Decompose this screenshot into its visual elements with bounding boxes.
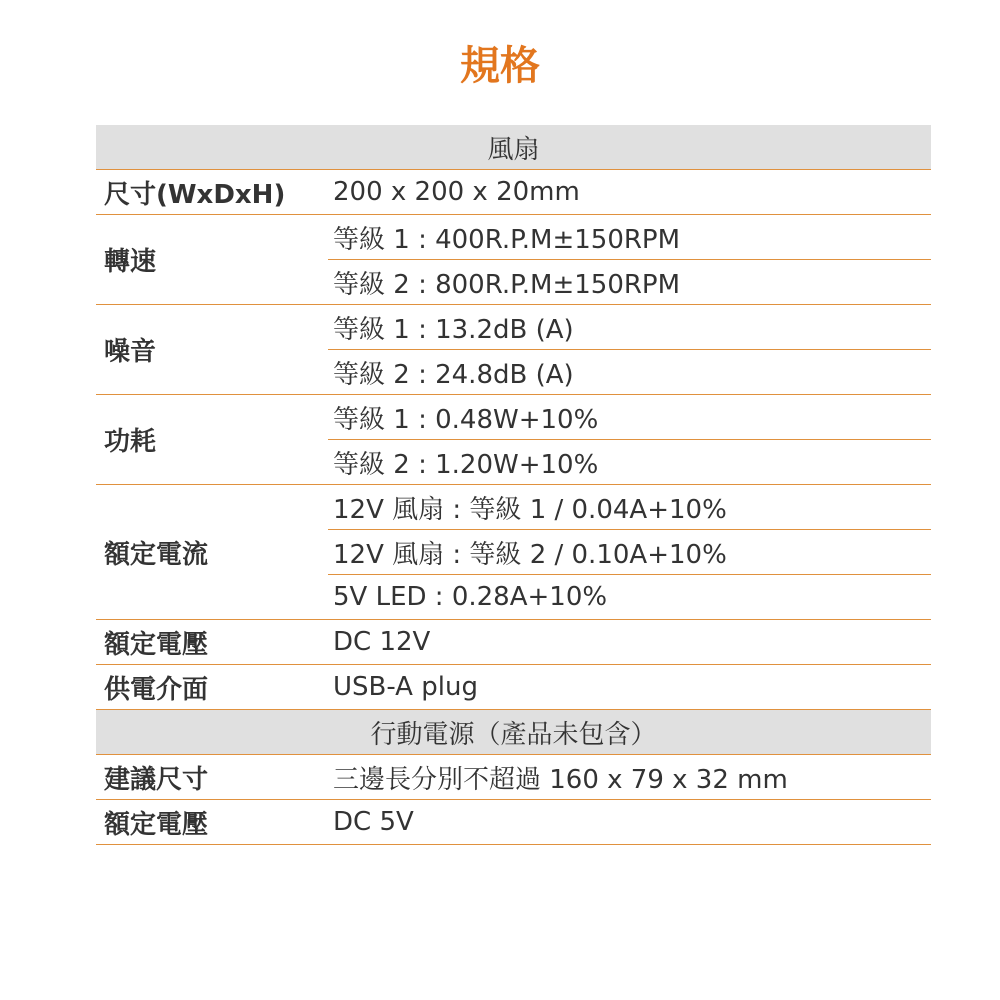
spec-row: [96, 305, 931, 350]
spec-row: [96, 395, 931, 440]
page-title: 規格: [460, 43, 540, 89]
spec-value: DC 12V: [328, 620, 931, 665]
section-header-row: [96, 710, 931, 755]
spec-value: 5V LED : 0.28A+10%: [328, 575, 931, 620]
spec-value: 等級 1 : 13.2dB (A): [328, 305, 931, 350]
spec-label: 供電介面: [96, 665, 328, 710]
section-header: 風扇: [96, 125, 931, 170]
spec-label: 建議尺寸: [96, 755, 328, 800]
spec-row: [96, 800, 931, 845]
spec-value: 12V 風扇 : 等級 2 / 0.10A+10%: [328, 530, 931, 575]
spec-value: USB-A plug: [328, 665, 931, 710]
spec-value: 等級 2 : 1.20W+10%: [328, 440, 931, 485]
spec-row: [96, 170, 931, 215]
spec-value: 等級 1 : 0.48W+10%: [328, 395, 931, 440]
spec-label: 噪音: [96, 305, 328, 395]
spec-label: 轉速: [96, 215, 328, 305]
spec-value: 200 x 200 x 20mm: [328, 170, 931, 215]
spec-row: [96, 485, 931, 530]
spec-row: [96, 665, 931, 710]
spec-value: 等級 2 : 800R.P.M±150RPM: [328, 260, 931, 305]
spec-label: 額定電流: [96, 485, 328, 620]
section-header: 行動電源（產品未包含）: [96, 710, 931, 755]
spec-value: 等級 2 : 24.8dB (A): [328, 350, 931, 395]
spec-value: 等級 1 : 400R.P.M±150RPM: [328, 215, 931, 260]
spec-label: 額定電壓: [96, 620, 328, 665]
spec-row: [96, 215, 931, 260]
section-header-row: [96, 125, 931, 170]
spec-value: 12V 風扇 : 等級 1 / 0.04A+10%: [328, 485, 931, 530]
spec-label: 功耗: [96, 395, 328, 485]
spec-label: 尺寸(WxDxH): [96, 170, 328, 215]
spec-row: [96, 755, 931, 800]
spec-table: [96, 125, 931, 845]
spec-value: 三邊長分別不超過 160 x 79 x 32 mm: [328, 755, 931, 800]
spec-value: DC 5V: [328, 800, 931, 845]
spec-label: 額定電壓: [96, 800, 328, 845]
spec-row: [96, 620, 931, 665]
